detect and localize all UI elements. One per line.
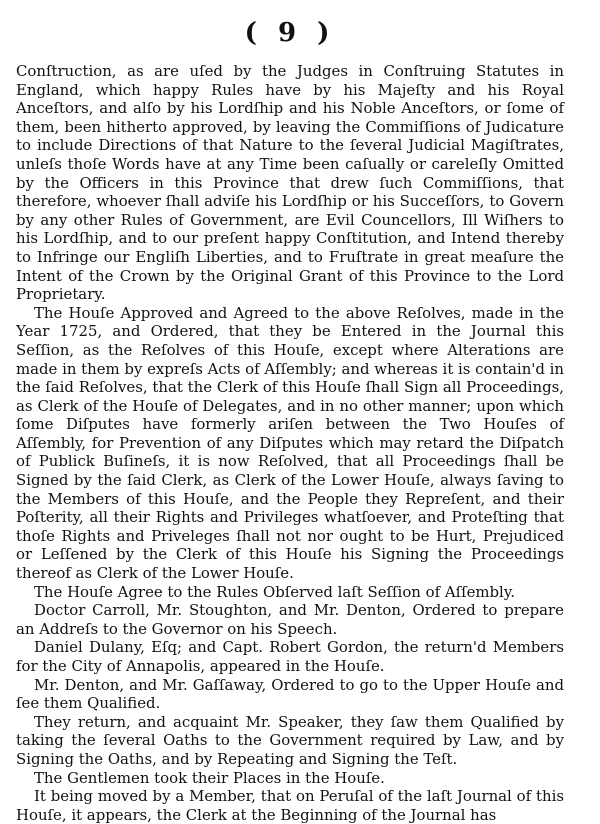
paragraph-rules: The Houſe Agree to the Rules Obſerved laſt Seſſion of Aſſembly. xyxy=(34,582,515,601)
paragraph-continuation: Conſtruction, as are uſed by the Judges in Conſtruing Statutes in England, which happy Rules have by his Majeſty and his Royal Anceſtors, and alſo by his Lordſhip and his Noble Anceſtors, or ſome of them, been hitherto approved, by leaving the Commiſſions of Judicature to include Directions of that Nature to the ſeveral Judicial Magiſtrates, unleſs thoſe Words have at any Time been caſually or careleſly Omitted by the Officers in this Province that drew ſuch Commiſſions, that therefore, whoever ſhall adviſe his Lordſhip or his Succeſſors, to Govern by any other Rules of Government, are Evil Councellors, Ill Wiſhers to his Lordſhip, and to our preſent happy Conſtitution, and Intend thereby to Infringe our Engliſh Liberties, and to Fruſtrate in great meaſure the Intent of the Crown by the Original Grant of this Province to the Lord Proprietary. xyxy=(16,62,564,304)
paragraph-resolves: The Houſe Approved and Agreed to the above Reſolves, made in the Year 1725, and Ordered, that they be Entered in the Journal this Seſſion, as the Reſolves of this Houſe, except where Alterations are made in them by expreſs Acts of Aſſembly; and whereas it is contain'd in the ſaid Reſolves, that the Clerk of this Houſe ſhall Sign all Proceedings, as Clerk of the Houſe of Delegates, and in no other manner; upon which ſome Diſputes have formerly ariſen between the Two Houſes of Aſſembly, for Prevention of any Diſputes which may retard the Diſpatch of Publick Buſineſs, it is now Reſolved, that all Proceedings ſhall be Signed by the ſaid Clerk, as Clerk of the Lower Houſe, always ſaving to the Members of this Houſe, and the People they Repreſent, and their Poſterity, all their Rights and Privileges whatſoever, and Proteſting that thoſe Rights and Priveleges ſhall not nor ought to be Hurt, Prejudiced or Leſſened by the Clerk of this Houſe his Signing the Proceedings thereof as Clerk of the Lower Houſe. xyxy=(16,303,564,583)
paragraph-qualify-order: Mr. Denton, and Mr. Gaſſaway, Ordered to go to the Upper Houſe and ſee them Qualified. xyxy=(16,675,564,713)
paragraph-annapolis-members: Daniel Dulany, Eſq; and Capt. Robert Gordon, the return'd Members for the City of Annapolis, appeared in the Houſe. xyxy=(16,638,564,675)
paragraph-address: Doctor Carroll, Mr. Stoughton, and Mr. Denton, Ordered to prepare an Addreſs to the Governor on his Speech. xyxy=(16,601,564,638)
page-number: ( 9 ) xyxy=(244,18,336,48)
paragraph-qualified: They return, and acquaint Mr. Speaker, they ſaw them Qualified by taking the ſeveral Oaths to the Government required by Law, and by Signing the Oaths, and by Repeating and Signing the Teſt. xyxy=(16,712,564,768)
body-text xyxy=(16,62,564,824)
paragraph-motion: It being moved by a Member, that on Peruſal of the laſt Journal of this Houſe, it appears, the Clerk at the Beginning of the Journal has xyxy=(16,787,564,824)
paragraph-places: The Gentlemen took their Places in the Houſe. xyxy=(34,768,385,787)
